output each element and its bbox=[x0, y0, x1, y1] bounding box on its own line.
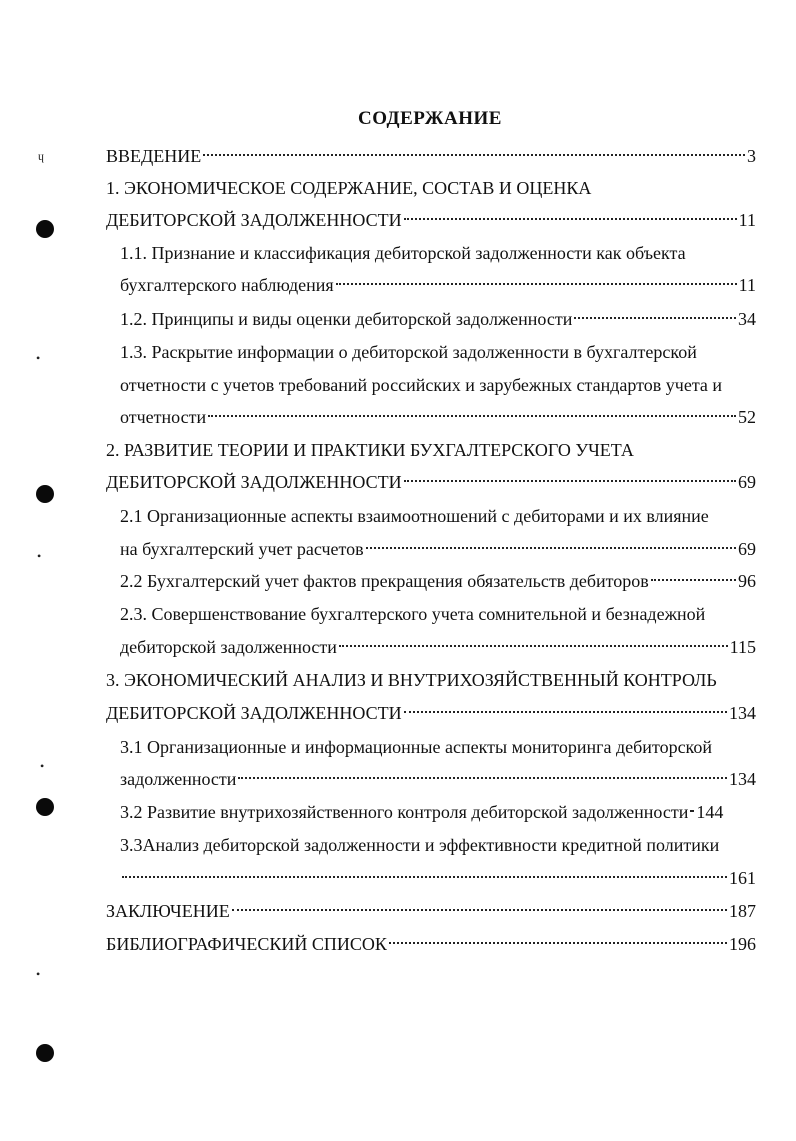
toc-section-3-1-title[interactable]: 3.1 Организационные и информационные аспекты мониторинга дебиторской bbox=[120, 737, 713, 757]
toc-entry-section-2-1[interactable] bbox=[120, 533, 756, 565]
toc-chapter-3-title[interactable]: 3. ЭКОНОМИЧЕСКИЙ АНАЛИЗ И ВНУТРИХОЗЯЙСТВЕННЫЙ КОНТРОЛЬ bbox=[106, 670, 717, 690]
toc-page-number: 134 bbox=[729, 769, 756, 789]
toc-page-number: 196 bbox=[729, 934, 756, 954]
toc-entry-title: 1.2. Принципы и виды оценки дебиторской задолженности bbox=[120, 309, 573, 329]
toc-entry-section-3-1[interactable] bbox=[120, 763, 756, 795]
toc-section-3-3-title[interactable]: 3.3Анализ дебиторской задолженности и эффективности кредитной политики bbox=[120, 835, 720, 855]
toc-entry-section-3-2[interactable] bbox=[120, 796, 756, 828]
toc-section-2-3-title[interactable]: 2.3. Совершенствование бухгалтерского учета сомнительной и безнадежной bbox=[120, 604, 706, 624]
scan-mark: • bbox=[36, 351, 41, 365]
toc-entry-title: отчетности bbox=[120, 407, 207, 427]
dot-leader bbox=[690, 810, 694, 812]
toc-entry-section-2-2[interactable] bbox=[120, 565, 756, 597]
toc-entry-conclusion[interactable] bbox=[106, 895, 756, 927]
punch-hole bbox=[36, 1044, 54, 1062]
punch-hole bbox=[36, 220, 54, 238]
dot-leader bbox=[122, 876, 727, 878]
toc-entry-title: ДЕБИТОРСКОЙ ЗАДОЛЖЕННОСТИ bbox=[106, 210, 402, 230]
toc-entry-title: ЗАКЛЮЧЕНИЕ bbox=[106, 901, 230, 921]
dot-leader bbox=[404, 711, 727, 713]
scan-mark: • bbox=[40, 759, 45, 773]
toc-entry-section-1-3[interactable] bbox=[120, 401, 756, 433]
dot-leader bbox=[651, 579, 736, 581]
toc-entry-bibliography[interactable] bbox=[106, 928, 756, 960]
dot-leader bbox=[208, 415, 736, 417]
dot-leader bbox=[339, 645, 728, 647]
toc-page-number: 69 bbox=[738, 472, 756, 492]
toc-page-number: 134 bbox=[729, 703, 756, 723]
toc-entry-intro[interactable] bbox=[106, 140, 756, 172]
toc-page-number: 96 bbox=[738, 571, 756, 591]
toc-entry-chapter-1[interactable] bbox=[106, 204, 756, 236]
toc-page-number: 3 bbox=[747, 146, 756, 166]
toc-chapter-2-title[interactable]: 2. РАЗВИТИЕ ТЕОРИИ И ПРАКТИКИ БУХГАЛТЕРСКОГО УЧЕТА bbox=[106, 440, 634, 460]
dot-leader bbox=[574, 317, 736, 319]
toc-entry-title: на бухгалтерский учет расчетов bbox=[120, 539, 364, 559]
toc-entry-title: 2.2 Бухгалтерский учет фактов прекращения обязательств дебиторов bbox=[120, 571, 649, 591]
toc-section-1-1-title[interactable]: 1.1. Признание и классификация дебиторской задолженности как объекта bbox=[120, 243, 686, 263]
scan-mark: • bbox=[36, 967, 41, 981]
toc-entry-section-2-3[interactable] bbox=[120, 631, 756, 663]
toc-page-number: 187 bbox=[729, 901, 756, 921]
scan-mark: ɥ bbox=[38, 149, 44, 163]
toc-section-1-3-title[interactable]: 1.3. Раскрытие информации о дебиторской задолженности в бухгалтерской bbox=[120, 342, 697, 362]
dot-leader bbox=[232, 909, 727, 911]
toc-entry-title: ВВЕДЕНИЕ bbox=[106, 146, 202, 166]
toc-entry-section-1-2[interactable] bbox=[120, 303, 756, 335]
toc-section-2-1-title[interactable]: 2.1 Организационные аспекты взаимоотношений с дебиторами и их влияние bbox=[120, 506, 709, 526]
scan-mark: • bbox=[37, 549, 42, 563]
dot-leader bbox=[404, 480, 736, 482]
toc-entry-title: БИБЛИОГРАФИЧЕСКИЙ СПИСОК bbox=[106, 934, 387, 954]
toc-chapter-1-title[interactable]: 1. ЭКОНОМИЧЕСКОЕ СОДЕРЖАНИЕ, СОСТАВ И ОЦЕНКА bbox=[106, 178, 592, 198]
toc-page-number: 52 bbox=[738, 407, 756, 427]
dot-leader bbox=[203, 154, 745, 156]
toc-section-1-3-title-cont[interactable]: отчетности с учетов требований российских и зарубежных стандартов учета и bbox=[120, 375, 723, 395]
toc-page-number: 161 bbox=[729, 868, 756, 888]
toc-entry-title: задолженности bbox=[120, 769, 237, 789]
page-title: СОДЕРЖАНИЕ bbox=[358, 108, 502, 129]
dot-leader bbox=[238, 777, 727, 779]
punch-hole bbox=[36, 798, 54, 816]
dot-leader bbox=[366, 547, 736, 549]
toc-entry-section-3-3[interactable] bbox=[120, 862, 756, 894]
toc-entry-title: 3.2 Развитие внутрихозяйственного контроля дебиторской задолженности bbox=[120, 802, 689, 822]
toc-entry-title: бухгалтерского наблюдения bbox=[120, 275, 334, 295]
dot-leader bbox=[389, 942, 727, 944]
punch-hole bbox=[36, 485, 54, 503]
toc-page-number: 11 bbox=[738, 275, 756, 295]
toc-page-number: 115 bbox=[729, 637, 756, 657]
dot-leader bbox=[404, 218, 737, 220]
toc-page-number: 34 bbox=[738, 309, 756, 329]
toc-entry-title: ДЕБИТОРСКОЙ ЗАДОЛЖЕННОСТИ bbox=[106, 472, 402, 492]
toc-entry-chapter-3[interactable] bbox=[106, 697, 756, 729]
toc-entry-chapter-2[interactable] bbox=[106, 466, 756, 498]
toc-entry-title: дебиторской задолженности bbox=[120, 637, 337, 657]
toc-page-number: 144 bbox=[696, 802, 724, 822]
dot-leader bbox=[336, 283, 737, 285]
toc-page-number: 69 bbox=[738, 539, 756, 559]
toc-page-number: 11 bbox=[738, 210, 756, 230]
toc-entry-section-1-1[interactable] bbox=[120, 269, 756, 301]
toc-entry-title: ДЕБИТОРСКОЙ ЗАДОЛЖЕННОСТИ bbox=[106, 703, 402, 723]
